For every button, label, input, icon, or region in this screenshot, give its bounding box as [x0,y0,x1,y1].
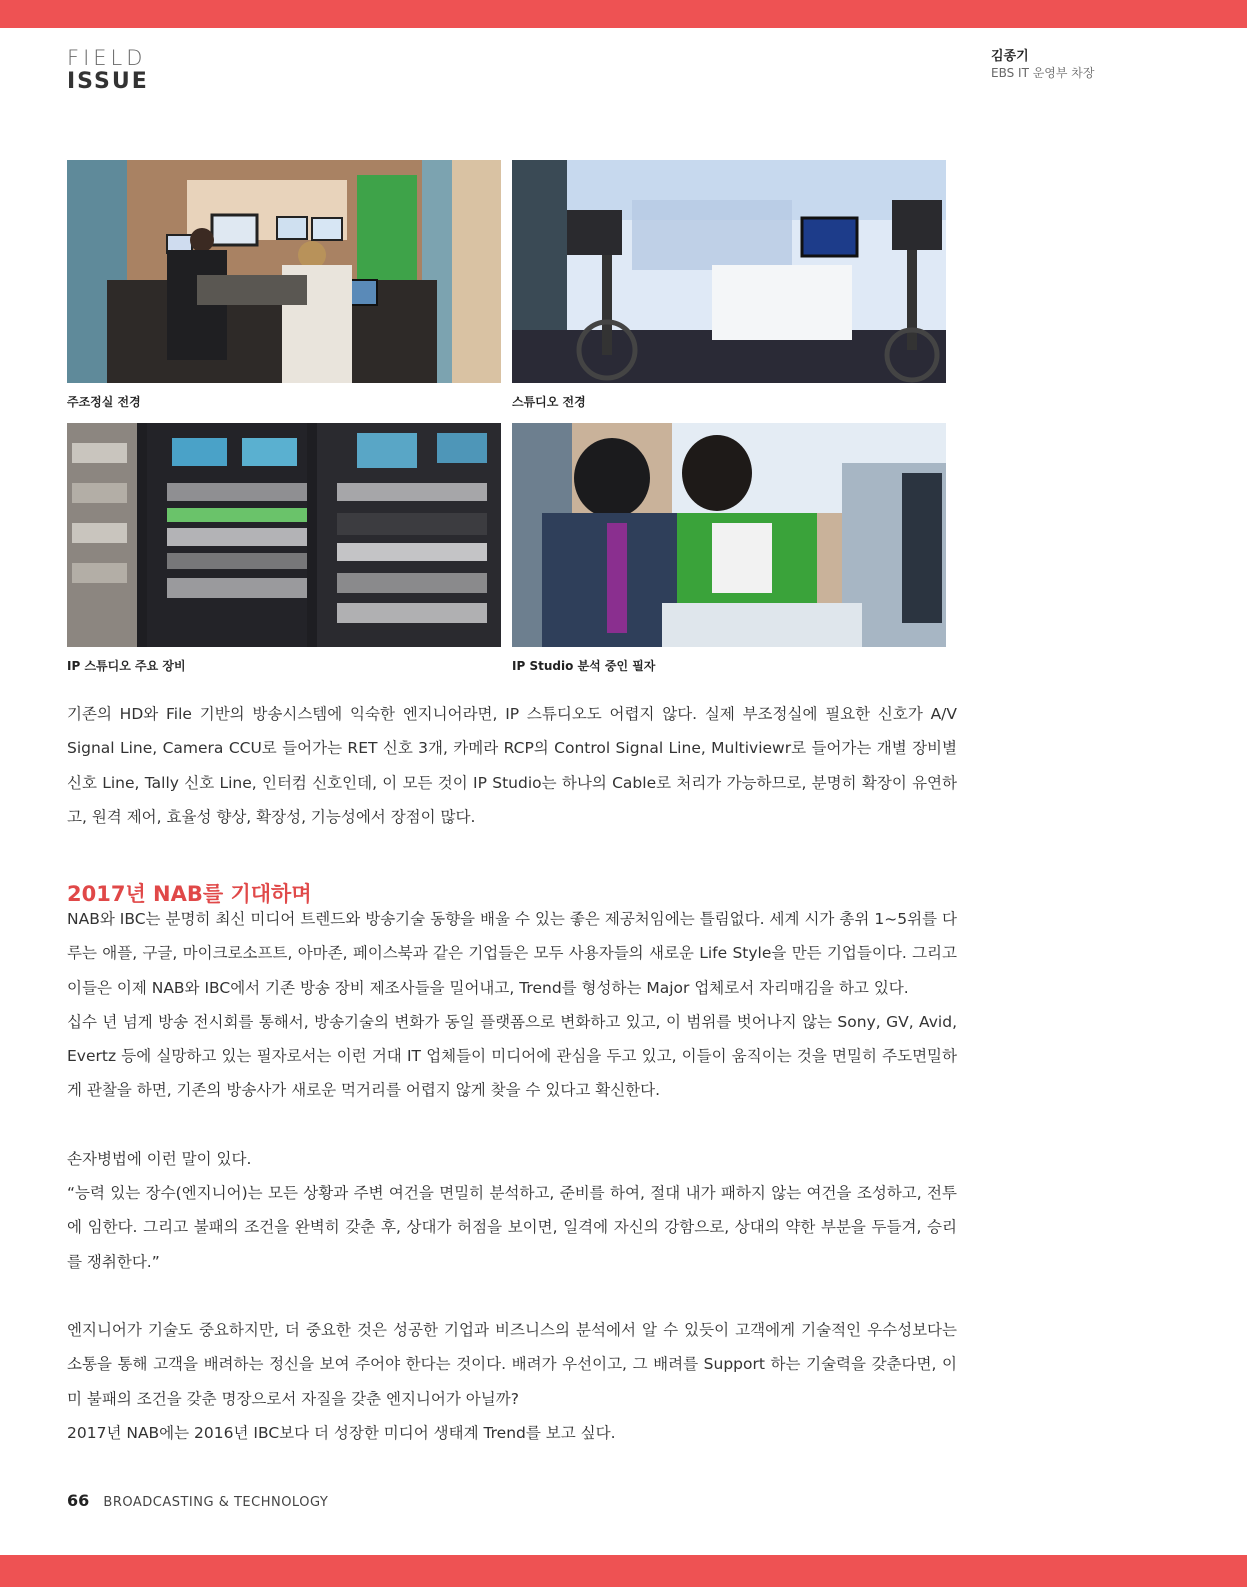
photo-studio [512,160,946,383]
paragraph-1: NAB와 IBC는 분명히 최신 미디어 트렌드와 방송기술 동향을 배울 수 있는 좋은 제공처임에는 틀림없다. 세계 시가 총위 1~5위를 다루는 애플, 구글, 마이크로소프트, 아마존, 페이스북과 같은 기업들은 모두 사용자들의 새로운 Life Style을 만든 기업들이다. 그리고 이들은 이제 NAB와 IBC에서 기존 방송 장비 제조사들을 밀어내고, Trend를 형성하는 Major 업체로서 자리매김을 하고 있다. [67,910,957,997]
paragraph-6: 2017년 NAB에는 2016년 IBC보다 더 성장한 미디어 생태계 Trend를 보고 싶다. [67,1423,616,1442]
intro-paragraph-block [67,697,957,834]
photo-equipment-rack [67,423,501,647]
author-name: 김종기 [991,49,1029,64]
author-info [991,49,1095,81]
publication-name: BROADCASTING & TECHNOLOGY [103,1495,329,1510]
section-label [67,48,149,93]
photo-caption-equipment: IP 스튜디오 주요 장비 [67,659,186,673]
section-heading: 2017년 NAB를 기대하며 [67,882,312,906]
photo-caption-author: IP Studio 분석 중인 필자 [512,659,656,673]
section-label-issue: ISSUE [67,69,149,94]
author-role: EBS IT 운영부 차장 [991,65,1095,80]
paragraph-3: 손자병법에 이런 말이 있다. [67,1149,252,1168]
intro-paragraph: 기존의 HD와 File 기반의 방송시스템에 익숙한 엔지니어라면, IP 스튜디오도 어렵지 않다. 실제 부조정실에 필요한 신호가 A/V Signal Line, Camera CCU로 들어가는 RET 신호 3개, 카메라 RCP의 Control Signal Line, Multiviewr로 들어가는 개별 장비별 신호 Line, Tally 신호 Line, 인터컴 신호인데, 이 모든 것이 IP Studio는 하나의 Cable로 처리가 가능하므로, 분명히 확장이 유연하고, 원격 제어, 효율성 향상, 확장성, 기능성에서 장점이 많다. [67,705,957,826]
photo-caption-studio: 스튜디오 전경 [512,395,586,409]
photo-caption-control-room: 주조정실 전경 [67,395,141,409]
page-footer [67,1491,328,1510]
top-accent-bar [0,0,1247,28]
page-number: 66 [67,1491,90,1510]
section-label-field: FIELD [67,46,147,70]
photo-control-room [67,160,501,383]
article-body [67,902,957,1450]
paragraph-5: 엔지니어가 기술도 중요하지만, 더 중요한 것은 성공한 기업과 비즈니스의 분석에서 알 수 있듯이 고객에게 기술적인 우수성보다는 소통을 통해 고객을 배려하는 정신을 보여 주어야 한다는 것이다. 배려가 우선이고, 그 배려를 Support 하는 기술력을 갖춘다면, 이미 불패의 조건을 갖춘 명장으로서 자질을 갖춘 엔지니어가 아닐까? [67,1320,957,1408]
photo-author-analyzing [512,423,946,647]
paragraph-2: 십수 년 넘게 방송 전시회를 통해서, 방송기술의 변화가 동일 플랫폼으로 변화하고 있고, 이 범위를 벗어나지 않는 Sony, GV, Avid, Evertz 등에 실망하고 있는 필자로서는 이런 거대 IT 업체들이 미디어에 관심을 두고 있고, 이들이 움직이는 것을 면밀히 주도면밀하게 관찰을 하면, 기존의 방송사가 새로운 먹거리를 어렵지 않게 찾을 수 있다고 확신한다. [67,1012,957,1100]
paragraph-4: “능력 있는 장수(엔지니어)는 모든 상황과 주변 여건을 면밀히 분석하고, 준비를 하여, 절대 내가 패하지 않는 여건을 조성하고, 전투에 임한다. 그리고 불패의 조건을 완벽히 갖춘 후, 상대가 허점을 보이면, 일격에 자신의 강함으로, 상대의 약한 부분을 두들겨, 승리를 쟁취한다.” [67,1184,957,1271]
bottom-accent-bar [0,1555,1247,1587]
